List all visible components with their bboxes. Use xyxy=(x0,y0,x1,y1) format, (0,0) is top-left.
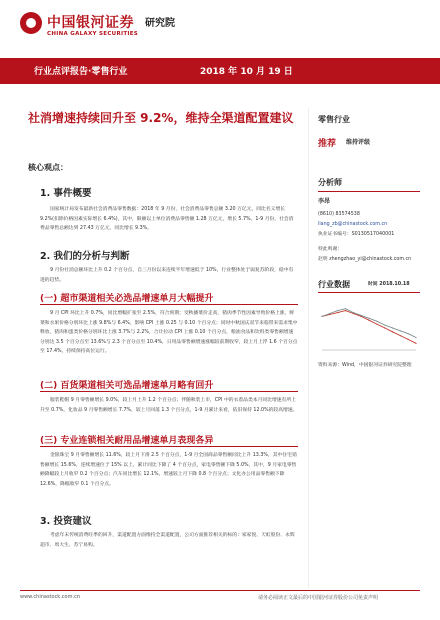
brand-logo xyxy=(20,10,220,42)
chart-point xyxy=(400,330,401,331)
chart-series-line-1 xyxy=(322,311,416,344)
rating-label: 推荐 xyxy=(318,139,337,149)
chart-point xyxy=(408,333,409,334)
footer-rule xyxy=(20,590,420,591)
chart-point xyxy=(368,318,369,319)
trend-time: 时间 2018.10.18 xyxy=(368,282,410,287)
section-2-text: 9 月份社消总额环比上升 0.2 个百分点，自三月份以来连续半年增速低于 10%，行业整体处于弱复苏阶段，稳中有进的趋势。 xyxy=(40,268,294,283)
subsection-2-heading: (二) 百货渠道相关可选品增速单月略有回升 xyxy=(40,381,214,391)
report-type: 行业点评报告·零售行业 xyxy=(34,67,128,77)
chart-point xyxy=(392,331,393,332)
analyst-cert: 执业证书编号：S0130517040001 xyxy=(318,232,395,237)
assistant-label: 特此鸣谢： xyxy=(318,247,342,252)
subsection-1-text: 9 月 CPI 环比上升 0.7%，同比增幅扩张至 2.5%，符合预期；受秋播菜价走高，猪肉季节性因素导致价格上涨，鲜菜和水果价格分别环比上涨 9.8%与 6.4%，影响 CPI 上涨 0.25 与 0.10 个百分点；同时中秋国庆双节来临带来需求集中释放，猪肉和蛋类价格分别环比上涨 3.7%与 2.2%，合计拉动 CPI 上涨 0.10 个百分点，粮油食品和饮料类零售额增速分别达 3.5 个百分点至 13.6%与 2.3 个百分点至 10.4%，日用品零售额增速涨幅较前期收窄，较上月上浮 1.6 个百分点至 17.4%，持续保持高位运行。 xyxy=(40,311,298,355)
analyst-phone: (8610) 83574538 xyxy=(318,212,360,217)
report-date: 2018 年 10 月 19 日 xyxy=(200,67,293,77)
chart-point xyxy=(376,321,377,322)
report-title: 社消增速持续回升至 9.2%，维持全渠道配置建议 xyxy=(28,111,294,125)
header-bar xyxy=(0,58,440,84)
chart-point xyxy=(384,327,385,328)
footer-url[interactable]: www.chinastock.com.cn xyxy=(20,594,80,600)
core-label: 核心观点： xyxy=(28,163,68,172)
chart-point xyxy=(415,337,416,338)
chart-point xyxy=(400,335,401,336)
brand-name-cn: 中国银河证券 xyxy=(47,15,134,31)
analyst-rule xyxy=(318,191,420,192)
rating-note: 维持评级 xyxy=(346,139,371,146)
subsection-2-text: 服装鞋帽 9 月零售额增长 9.0%，较上月上升 1.2 个百分点；伴随秋装上市，CPI 中的衣着品类本月同比增速有所上升至 0.7%，化妆品 9 月零售额增长 7.7%，较上月回落 1.3 个百分点，1-9 月累计来看，依旧保持 12.0%的较高增速。 xyxy=(40,398,298,413)
analyst-email[interactable]: liang_zb@chinastock.com.cn xyxy=(318,222,388,227)
chart-point xyxy=(337,312,338,313)
brand-name-en: CHINA GALAXY SECURITIES xyxy=(47,31,139,37)
section-3-text: 考虑年末传统消费旺季的回升，渠道配置方面维持全渠道配置，公司方面推荐相关的标的：家家悦、天虹股份、永辉超市、周大生、苏宁易购。 xyxy=(40,533,295,548)
analyst-heading: 分析师 xyxy=(318,178,342,187)
chart-point xyxy=(392,327,393,328)
trend-rule xyxy=(318,292,420,293)
chart-point xyxy=(337,310,338,311)
subsection-3-heading: (三) 专业连锁相关耐用品增速单月表现各异 xyxy=(40,436,214,446)
section-3-heading: 3. 投资建议 xyxy=(40,516,92,527)
subsection-3-text: 金银珠宝 9 月零售额增长 11.6%，较上月下滑 2.5 个百分点，1-9 月全国商品零售额同比上升 13.3%，其中住宅销售额增长 15.6%，连续增速位于 15% 以上，累计同比下降了 4 个百分点，家电零售额下降 5.0%，其中，9 月家电零售额降幅较上月收窄 0.2 个百分点；汽车同比增长 12.1%，增速较上月下降 0.8 个百分点；文化办公用品零售额下降 12.6%，降幅收窄 0.1 个百分点。 xyxy=(40,453,297,487)
chart-point xyxy=(361,315,362,316)
section-2-heading: 2. 我们的分析与判断 xyxy=(40,251,130,262)
section-1-heading: 1. 事件概要 xyxy=(40,188,92,199)
chart-point xyxy=(353,312,354,313)
trend-heading: 行业数据 xyxy=(318,280,350,289)
brand-logo-icon xyxy=(20,12,42,34)
chart-point xyxy=(384,324,385,325)
subsection-1-rule xyxy=(40,304,298,305)
industry-name: 零售行业 xyxy=(318,115,350,124)
subsection-2-rule xyxy=(40,391,298,392)
section-1-text: 国家统计局发布最新社会消费品零售数据：2018 年 9 月份，社会消费品零售总额 3.20 万亿元，同比名义增长 9.2%(扣除价格因素实际增长 6.4%)，其中，限额以上单位消费品零售额 1.28 万亿元，增长 5.7%。1-9 月份，社会消费品零售总额达到 27.43 万亿元，同比增长 9.3%。 xyxy=(40,207,294,232)
chart-source: 资料来源：Wind，中国银河证券研究院整理 xyxy=(318,363,412,368)
analyst-name: 李昂 xyxy=(318,198,331,205)
industry-trend-chart xyxy=(318,298,420,358)
chart-point xyxy=(345,310,346,311)
assistant-text: 赵明 zhengzhao_yi@chinastock.com.cn xyxy=(318,257,412,262)
chart-point xyxy=(321,316,322,317)
chart-point xyxy=(345,308,346,309)
footer-disclaimer: 请务必阅读正文最后的中国银河证券股份公司免责声明 xyxy=(258,595,379,601)
chart-point xyxy=(408,339,409,340)
column-divider xyxy=(308,108,309,588)
subsection-3-rule xyxy=(40,446,298,447)
chart-point xyxy=(376,323,377,324)
chart-point xyxy=(329,313,330,314)
chart-point xyxy=(415,343,416,344)
brand-institute: 研究院 xyxy=(145,18,175,29)
subsection-1-heading: (一) 超市渠道相关必选品增速单月大幅提升 xyxy=(40,294,214,304)
chart-point xyxy=(368,320,369,321)
